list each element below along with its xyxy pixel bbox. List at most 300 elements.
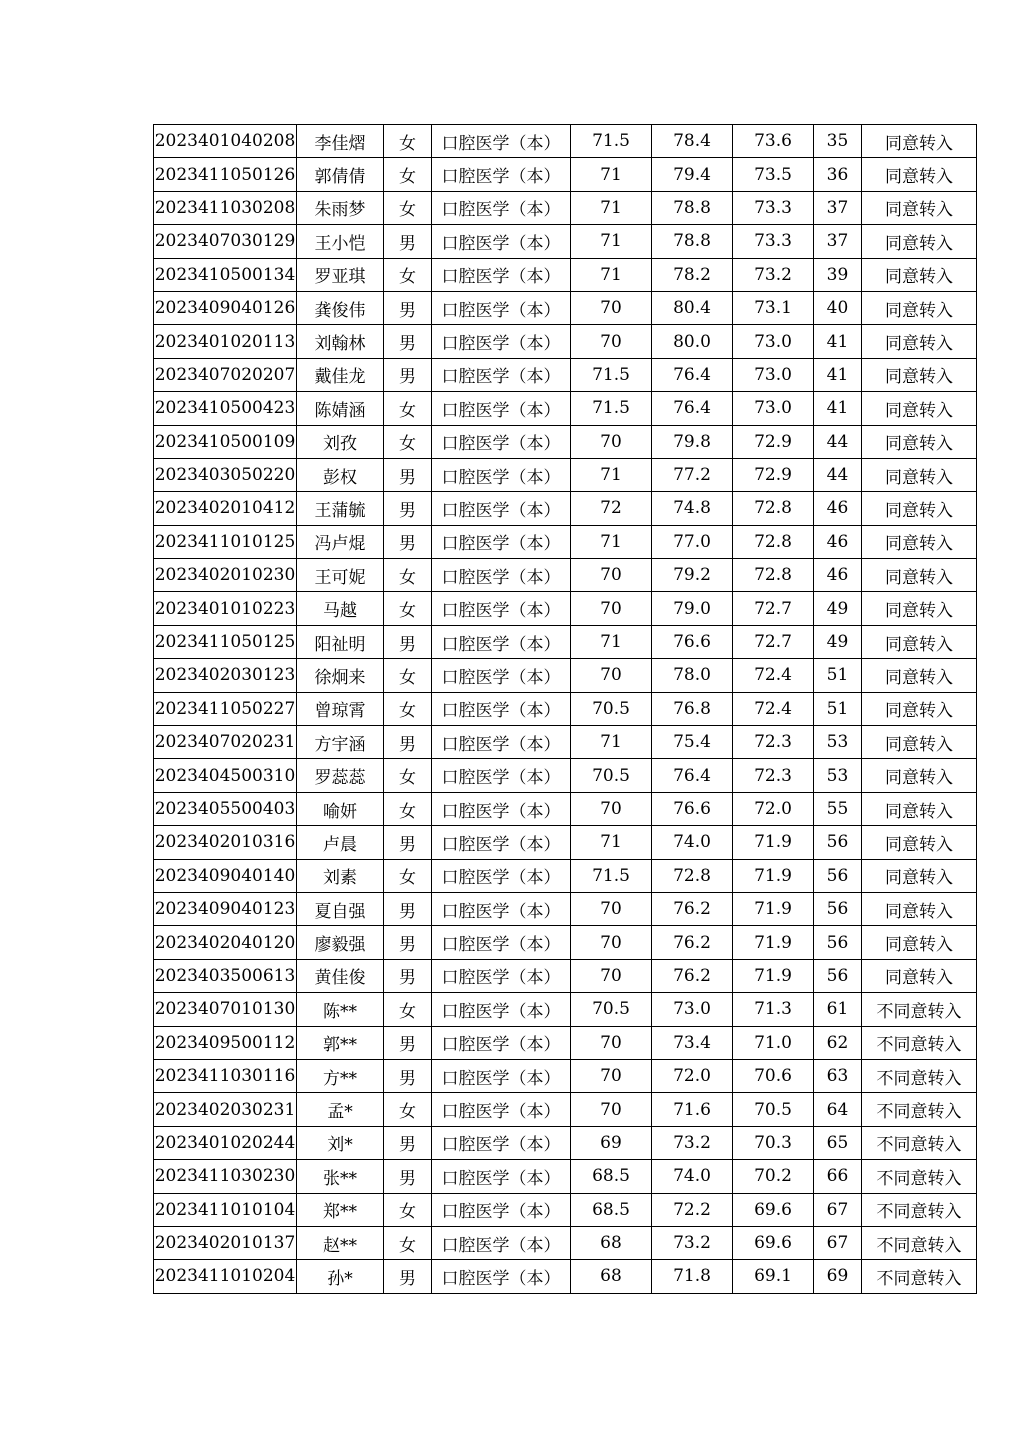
gender-cell: 男	[384, 625, 432, 658]
rank-cell: 35	[814, 125, 862, 158]
result-cell: 同意转入	[862, 392, 977, 425]
gender-cell: 男	[384, 826, 432, 859]
gender-cell: 女	[384, 692, 432, 725]
student-id-cell: 2023411050125	[154, 625, 297, 658]
student-name-cell: 赵**	[297, 1226, 384, 1259]
student-name-cell: 廖毅强	[297, 926, 384, 959]
score-2-cell: 79.2	[652, 559, 733, 592]
rank-cell: 56	[814, 859, 862, 892]
score-2-cell: 79.4	[652, 158, 733, 191]
student-id-cell: 2023407020207	[154, 358, 297, 391]
major-cell: 口腔医学（本）	[432, 158, 571, 191]
total-score-cell: 72.4	[733, 659, 814, 692]
student-name-cell: 刘翰林	[297, 325, 384, 358]
total-score-cell: 72.0	[733, 792, 814, 825]
score-1-cell: 70.5	[571, 759, 652, 792]
score-2-cell: 72.0	[652, 1059, 733, 1092]
gender-cell: 男	[384, 1059, 432, 1092]
result-cell: 同意转入	[862, 525, 977, 558]
student-name-cell: 陈婧涵	[297, 392, 384, 425]
score-2-cell: 76.8	[652, 692, 733, 725]
rank-cell: 67	[814, 1193, 862, 1226]
score-2-cell: 76.2	[652, 892, 733, 925]
rank-cell: 46	[814, 525, 862, 558]
student-id-cell: 2023410500109	[154, 425, 297, 458]
total-score-cell: 73.0	[733, 392, 814, 425]
score-1-cell: 70	[571, 325, 652, 358]
rank-cell: 53	[814, 726, 862, 759]
rank-cell: 41	[814, 325, 862, 358]
student-name-cell: 罗蕊蕊	[297, 759, 384, 792]
total-score-cell: 73.6	[733, 125, 814, 158]
rank-cell: 63	[814, 1059, 862, 1092]
result-cell: 同意转入	[862, 291, 977, 324]
total-score-cell: 70.2	[733, 1160, 814, 1193]
total-score-cell: 73.3	[733, 225, 814, 258]
result-cell: 同意转入	[862, 358, 977, 391]
student-id-cell: 2023407030129	[154, 225, 297, 258]
total-score-cell: 72.9	[733, 458, 814, 491]
student-name-cell: 夏自强	[297, 892, 384, 925]
result-cell: 同意转入	[862, 258, 977, 291]
result-cell: 不同意转入	[862, 1059, 977, 1092]
table-row	[154, 959, 977, 992]
total-score-cell: 71.0	[733, 1026, 814, 1059]
total-score-cell: 73.3	[733, 191, 814, 224]
student-id-cell: 2023403500613	[154, 959, 297, 992]
result-cell: 不同意转入	[862, 1160, 977, 1193]
student-id-cell: 2023411030116	[154, 1059, 297, 1092]
result-cell: 同意转入	[862, 592, 977, 625]
score-1-cell: 71.5	[571, 392, 652, 425]
rank-cell: 41	[814, 358, 862, 391]
student-name-cell: 郭**	[297, 1026, 384, 1059]
student-name-cell: 王蒲毓	[297, 492, 384, 525]
major-cell: 口腔医学（本）	[432, 458, 571, 491]
score-2-cell: 76.6	[652, 625, 733, 658]
student-id-cell: 2023409500112	[154, 1026, 297, 1059]
score-1-cell: 70	[571, 959, 652, 992]
result-cell: 同意转入	[862, 892, 977, 925]
total-score-cell: 71.9	[733, 826, 814, 859]
table-row	[154, 892, 977, 925]
major-cell: 口腔医学（本）	[432, 859, 571, 892]
score-2-cell: 77.0	[652, 525, 733, 558]
gender-cell: 女	[384, 1226, 432, 1259]
total-score-cell: 72.8	[733, 559, 814, 592]
major-cell: 口腔医学（本）	[432, 1226, 571, 1259]
total-score-cell: 72.3	[733, 726, 814, 759]
gender-cell: 男	[384, 225, 432, 258]
major-cell: 口腔医学（本）	[432, 291, 571, 324]
student-id-cell: 2023409040123	[154, 892, 297, 925]
student-name-cell: 李佳熠	[297, 125, 384, 158]
rank-cell: 56	[814, 892, 862, 925]
score-2-cell: 76.4	[652, 392, 733, 425]
student-id-cell: 2023411030208	[154, 191, 297, 224]
table-row	[154, 826, 977, 859]
result-cell: 同意转入	[862, 792, 977, 825]
major-cell: 口腔医学（本）	[432, 625, 571, 658]
table-row	[154, 1160, 977, 1193]
gender-cell: 女	[384, 559, 432, 592]
result-cell: 同意转入	[862, 926, 977, 959]
rank-cell: 41	[814, 392, 862, 425]
student-name-cell: 方**	[297, 1059, 384, 1092]
score-2-cell: 80.0	[652, 325, 733, 358]
major-cell: 口腔医学（本）	[432, 125, 571, 158]
score-1-cell: 68	[571, 1226, 652, 1259]
student-id-cell: 2023401040208	[154, 125, 297, 158]
rank-cell: 66	[814, 1160, 862, 1193]
score-2-cell: 80.4	[652, 291, 733, 324]
table-row	[154, 559, 977, 592]
total-score-cell: 73.0	[733, 325, 814, 358]
student-id-cell: 2023403050220	[154, 458, 297, 491]
gender-cell: 男	[384, 325, 432, 358]
score-2-cell: 78.4	[652, 125, 733, 158]
score-1-cell: 69	[571, 1126, 652, 1159]
table-row	[154, 492, 977, 525]
score-1-cell: 71	[571, 525, 652, 558]
gender-cell: 女	[384, 425, 432, 458]
total-score-cell: 72.8	[733, 525, 814, 558]
gender-cell: 女	[384, 158, 432, 191]
total-score-cell: 69.1	[733, 1260, 814, 1293]
score-1-cell: 70.5	[571, 993, 652, 1026]
major-cell: 口腔医学（本）	[432, 659, 571, 692]
rank-cell: 36	[814, 158, 862, 191]
rank-cell: 53	[814, 759, 862, 792]
score-2-cell: 78.0	[652, 659, 733, 692]
student-id-cell: 2023411050126	[154, 158, 297, 191]
gender-cell: 男	[384, 291, 432, 324]
major-cell: 口腔医学（本）	[432, 492, 571, 525]
rank-cell: 39	[814, 258, 862, 291]
score-1-cell: 71	[571, 158, 652, 191]
rank-cell: 56	[814, 826, 862, 859]
gender-cell: 男	[384, 1260, 432, 1293]
gender-cell: 男	[384, 926, 432, 959]
major-cell: 口腔医学（本）	[432, 1193, 571, 1226]
total-score-cell: 72.7	[733, 592, 814, 625]
major-cell: 口腔医学（本）	[432, 959, 571, 992]
rank-cell: 46	[814, 492, 862, 525]
major-cell: 口腔医学（本）	[432, 191, 571, 224]
gender-cell: 男	[384, 892, 432, 925]
gender-cell: 男	[384, 525, 432, 558]
total-score-cell: 71.9	[733, 892, 814, 925]
result-cell: 不同意转入	[862, 1093, 977, 1126]
total-score-cell: 72.3	[733, 759, 814, 792]
rank-cell: 49	[814, 625, 862, 658]
score-2-cell: 76.2	[652, 926, 733, 959]
total-score-cell: 71.3	[733, 993, 814, 1026]
score-1-cell: 71	[571, 258, 652, 291]
table-row	[154, 291, 977, 324]
score-2-cell: 78.2	[652, 258, 733, 291]
score-2-cell: 78.8	[652, 191, 733, 224]
score-2-cell: 79.8	[652, 425, 733, 458]
major-cell: 口腔医学（本）	[432, 358, 571, 391]
result-cell: 不同意转入	[862, 1026, 977, 1059]
major-cell: 口腔医学（本）	[432, 1026, 571, 1059]
score-1-cell: 70	[571, 592, 652, 625]
table-row	[154, 191, 977, 224]
score-1-cell: 71	[571, 458, 652, 491]
score-1-cell: 71.5	[571, 859, 652, 892]
score-1-cell: 70	[571, 425, 652, 458]
gender-cell: 男	[384, 1160, 432, 1193]
table-row	[154, 1026, 977, 1059]
student-name-cell: 戴佳龙	[297, 358, 384, 391]
gender-cell: 女	[384, 191, 432, 224]
score-2-cell: 73.2	[652, 1126, 733, 1159]
student-name-cell: 郭倩倩	[297, 158, 384, 191]
score-1-cell: 68.5	[571, 1193, 652, 1226]
table-row	[154, 1260, 977, 1293]
rank-cell: 51	[814, 659, 862, 692]
total-score-cell: 70.3	[733, 1126, 814, 1159]
major-cell: 口腔医学（本）	[432, 1260, 571, 1293]
major-cell: 口腔医学（本）	[432, 525, 571, 558]
score-1-cell: 71	[571, 225, 652, 258]
major-cell: 口腔医学（本）	[432, 225, 571, 258]
major-cell: 口腔医学（本）	[432, 425, 571, 458]
student-name-cell: 阳祉明	[297, 625, 384, 658]
student-id-cell: 2023411030230	[154, 1160, 297, 1193]
score-1-cell: 70	[571, 792, 652, 825]
gender-cell: 女	[384, 792, 432, 825]
student-id-cell: 2023402010412	[154, 492, 297, 525]
total-score-cell: 73.5	[733, 158, 814, 191]
score-2-cell: 72.8	[652, 859, 733, 892]
rank-cell: 56	[814, 926, 862, 959]
student-id-cell: 2023402030123	[154, 659, 297, 692]
student-name-cell: 冯卢焜	[297, 525, 384, 558]
table-row	[154, 225, 977, 258]
table-row	[154, 592, 977, 625]
score-1-cell: 72	[571, 492, 652, 525]
score-2-cell: 74.8	[652, 492, 733, 525]
student-id-cell: 2023410500423	[154, 392, 297, 425]
student-id-cell: 2023411050227	[154, 692, 297, 725]
score-1-cell: 70	[571, 559, 652, 592]
major-cell: 口腔医学（本）	[432, 926, 571, 959]
score-1-cell: 70	[571, 926, 652, 959]
major-cell: 口腔医学（本）	[432, 1126, 571, 1159]
score-1-cell: 71.5	[571, 125, 652, 158]
student-id-cell: 2023411010104	[154, 1193, 297, 1226]
score-2-cell: 76.2	[652, 959, 733, 992]
result-cell: 同意转入	[862, 826, 977, 859]
score-2-cell: 77.2	[652, 458, 733, 491]
rank-cell: 67	[814, 1226, 862, 1259]
rank-cell: 44	[814, 458, 862, 491]
student-name-cell: 陈**	[297, 993, 384, 1026]
result-cell: 同意转入	[862, 959, 977, 992]
total-score-cell: 71.9	[733, 859, 814, 892]
student-name-cell: 朱雨梦	[297, 191, 384, 224]
rank-cell: 44	[814, 425, 862, 458]
result-cell: 不同意转入	[862, 1193, 977, 1226]
gender-cell: 女	[384, 1193, 432, 1226]
result-cell: 同意转入	[862, 726, 977, 759]
score-1-cell: 68	[571, 1260, 652, 1293]
rank-cell: 65	[814, 1126, 862, 1159]
score-2-cell: 75.4	[652, 726, 733, 759]
student-name-cell: 罗亚琪	[297, 258, 384, 291]
score-1-cell: 70	[571, 1093, 652, 1126]
score-2-cell: 74.0	[652, 1160, 733, 1193]
score-1-cell: 70	[571, 659, 652, 692]
result-cell: 同意转入	[862, 425, 977, 458]
score-2-cell: 73.4	[652, 1026, 733, 1059]
total-score-cell: 71.9	[733, 959, 814, 992]
result-cell: 不同意转入	[862, 993, 977, 1026]
score-2-cell: 73.2	[652, 1226, 733, 1259]
score-1-cell: 70	[571, 1026, 652, 1059]
score-2-cell: 71.6	[652, 1093, 733, 1126]
table-row	[154, 993, 977, 1026]
rank-cell: 49	[814, 592, 862, 625]
major-cell: 口腔医学（本）	[432, 1059, 571, 1092]
major-cell: 口腔医学（本）	[432, 726, 571, 759]
score-1-cell: 71	[571, 826, 652, 859]
student-name-cell: 曾琼霄	[297, 692, 384, 725]
gender-cell: 男	[384, 492, 432, 525]
table-row	[154, 1093, 977, 1126]
student-id-cell: 2023409040140	[154, 859, 297, 892]
score-1-cell: 70	[571, 892, 652, 925]
rank-cell: 55	[814, 792, 862, 825]
table-row	[154, 1193, 977, 1226]
total-score-cell: 72.8	[733, 492, 814, 525]
rank-cell: 62	[814, 1026, 862, 1059]
result-cell: 同意转入	[862, 225, 977, 258]
student-name-cell: 孙*	[297, 1260, 384, 1293]
student-name-cell: 刘*	[297, 1126, 384, 1159]
table-row	[154, 859, 977, 892]
total-score-cell: 72.4	[733, 692, 814, 725]
gender-cell: 女	[384, 392, 432, 425]
student-name-cell: 马越	[297, 592, 384, 625]
result-cell: 同意转入	[862, 759, 977, 792]
total-score-cell: 69.6	[733, 1193, 814, 1226]
result-cell: 同意转入	[862, 659, 977, 692]
table-row	[154, 692, 977, 725]
student-name-cell: 黄佳俊	[297, 959, 384, 992]
result-cell: 同意转入	[862, 492, 977, 525]
transfer-results-table	[153, 124, 977, 1294]
result-cell: 同意转入	[862, 458, 977, 491]
result-cell: 同意转入	[862, 859, 977, 892]
result-cell: 同意转入	[862, 625, 977, 658]
table-row	[154, 659, 977, 692]
table-row	[154, 1226, 977, 1259]
student-id-cell: 2023410500134	[154, 258, 297, 291]
student-name-cell: 喻妍	[297, 792, 384, 825]
student-id-cell: 2023407010130	[154, 993, 297, 1026]
result-cell: 同意转入	[862, 559, 977, 592]
student-name-cell: 郑**	[297, 1193, 384, 1226]
result-cell: 不同意转入	[862, 1226, 977, 1259]
total-score-cell: 72.7	[733, 625, 814, 658]
student-name-cell: 徐炯来	[297, 659, 384, 692]
rank-cell: 37	[814, 225, 862, 258]
table-row	[154, 1059, 977, 1092]
score-1-cell: 71.5	[571, 358, 652, 391]
score-1-cell: 68.5	[571, 1160, 652, 1193]
table-row	[154, 258, 977, 291]
score-1-cell: 71	[571, 191, 652, 224]
result-cell: 同意转入	[862, 325, 977, 358]
total-score-cell: 73.1	[733, 291, 814, 324]
student-id-cell: 2023402010137	[154, 1226, 297, 1259]
table-row	[154, 392, 977, 425]
table-row	[154, 625, 977, 658]
major-cell: 口腔医学（本）	[432, 1093, 571, 1126]
major-cell: 口腔医学（本）	[432, 258, 571, 291]
total-score-cell: 73.2	[733, 258, 814, 291]
student-name-cell: 彭权	[297, 458, 384, 491]
table-row	[154, 158, 977, 191]
result-cell: 同意转入	[862, 158, 977, 191]
total-score-cell: 69.6	[733, 1226, 814, 1259]
gender-cell: 男	[384, 1126, 432, 1159]
major-cell: 口腔医学（本）	[432, 559, 571, 592]
student-name-cell: 刘孜	[297, 425, 384, 458]
student-id-cell: 2023401010223	[154, 592, 297, 625]
score-1-cell: 70	[571, 291, 652, 324]
table-row	[154, 726, 977, 759]
rank-cell: 51	[814, 692, 862, 725]
major-cell: 口腔医学（本）	[432, 759, 571, 792]
student-name-cell: 龚俊伟	[297, 291, 384, 324]
gender-cell: 女	[384, 759, 432, 792]
score-1-cell: 70.5	[571, 692, 652, 725]
score-2-cell: 76.6	[652, 792, 733, 825]
student-id-cell: 2023411010125	[154, 525, 297, 558]
score-2-cell: 76.4	[652, 358, 733, 391]
score-2-cell: 73.0	[652, 993, 733, 1026]
score-2-cell: 78.8	[652, 225, 733, 258]
table-row	[154, 759, 977, 792]
rank-cell: 46	[814, 559, 862, 592]
student-id-cell: 2023402040120	[154, 926, 297, 959]
gender-cell: 男	[384, 726, 432, 759]
table-row	[154, 926, 977, 959]
student-id-cell: 2023404500310	[154, 759, 297, 792]
gender-cell: 男	[384, 358, 432, 391]
table-row	[154, 1126, 977, 1159]
major-cell: 口腔医学（本）	[432, 692, 571, 725]
table-row	[154, 358, 977, 391]
student-id-cell: 2023402010230	[154, 559, 297, 592]
total-score-cell: 71.9	[733, 926, 814, 959]
student-name-cell: 王可妮	[297, 559, 384, 592]
student-id-cell: 2023402030231	[154, 1093, 297, 1126]
major-cell: 口腔医学（本）	[432, 993, 571, 1026]
total-score-cell: 70.5	[733, 1093, 814, 1126]
gender-cell: 男	[384, 1026, 432, 1059]
gender-cell: 女	[384, 258, 432, 291]
major-cell: 口腔医学（本）	[432, 826, 571, 859]
student-id-cell: 2023402010316	[154, 826, 297, 859]
gender-cell: 男	[384, 458, 432, 491]
gender-cell: 女	[384, 592, 432, 625]
student-name-cell: 卢晨	[297, 826, 384, 859]
